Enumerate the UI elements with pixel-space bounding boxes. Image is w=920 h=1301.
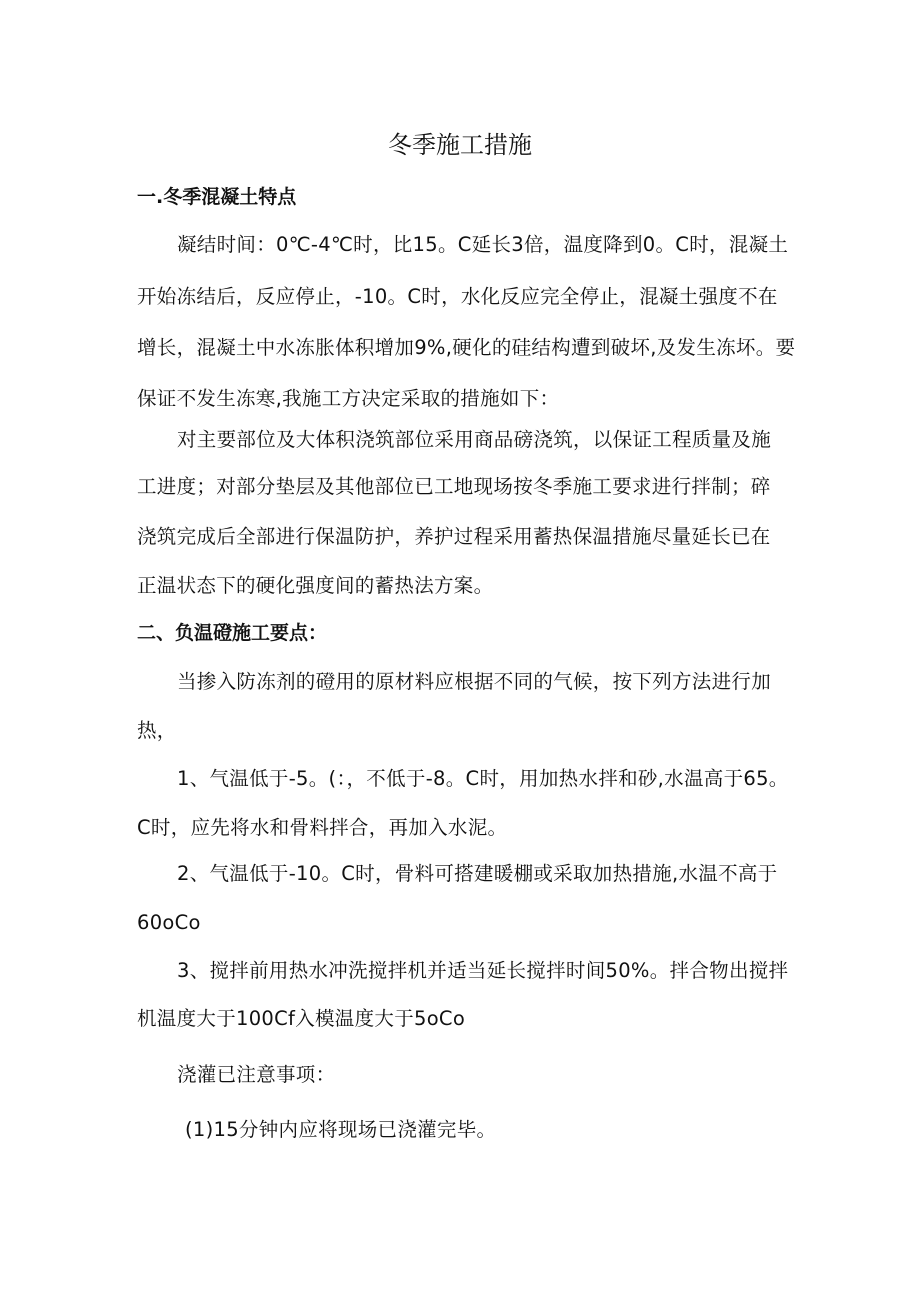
list-item-line: 60oCo bbox=[137, 911, 201, 934]
note-item: (1)15分钟内应将现场已浇灌完毕。 bbox=[185, 1118, 497, 1141]
section-heading-2: 二、负温磴施工要点： bbox=[137, 622, 328, 644]
notes-title: 浇灌已注意事项： bbox=[177, 1063, 336, 1086]
page-title: 冬季施工措施 bbox=[388, 131, 532, 159]
paragraph-line: 对主要部位及大体积浇筑部位采用商品磅浇筑，以保证工程质量及施 bbox=[177, 428, 772, 451]
paragraph-line: 正温状态下的硬化强度间的蓄热法方案。 bbox=[137, 574, 494, 597]
paragraph-line: 开始冻结后，反应停止，-10。C时，水化反应完全停止，混凝土强度不在 bbox=[137, 285, 778, 308]
list-item-line: 1、气温低于-5。(：，不低于-8。C时，用加热水拌和砂,水温高于65。 bbox=[177, 767, 789, 790]
paragraph-line: 热， bbox=[137, 719, 177, 742]
paragraph-line: 工进度；对部分垫层及其他部位已工地现场按冬季施工要求进行拌制；碎 bbox=[137, 475, 771, 498]
paragraph-line: 浇筑完成后全部进行保温防护，养护过程采用蓄热保温措施尽量延长已在 bbox=[137, 525, 771, 548]
section-heading-1: 一.冬季混凝土特点 bbox=[137, 186, 297, 208]
paragraph-line: 保证不发生冻寒,我施工方决定采取的措施如下： bbox=[137, 387, 560, 410]
list-item-line: 3、搅拌前用热水冲洗搅拌机并适当延长搅拌时间50%。拌合物出搅拌 bbox=[177, 959, 789, 982]
list-item-line: 机温度大于100Cf入模温度大于5oCo bbox=[137, 1007, 466, 1030]
list-item-line: C时，应先将水和骨料拌合，再加入水泥。 bbox=[137, 816, 508, 839]
paragraph-line: 增长，混凝土中水冻胀体积增加9%,硬化的硅结构遭到破坏,及发生冻坏。要 bbox=[137, 336, 796, 359]
paragraph-line: 当掺入防冻剂的磴用的原材料应根据不同的气候，按下列方法进行加 bbox=[177, 670, 772, 693]
paragraph-line: 凝结时间：0℃-4℃时，比15。C延长3倍，温度降到0。C时，混凝土 bbox=[177, 233, 789, 256]
list-item-line: 2、气温低于-10。C时，骨料可搭建暖棚或采取加热措施,水温不高于 bbox=[177, 862, 778, 885]
